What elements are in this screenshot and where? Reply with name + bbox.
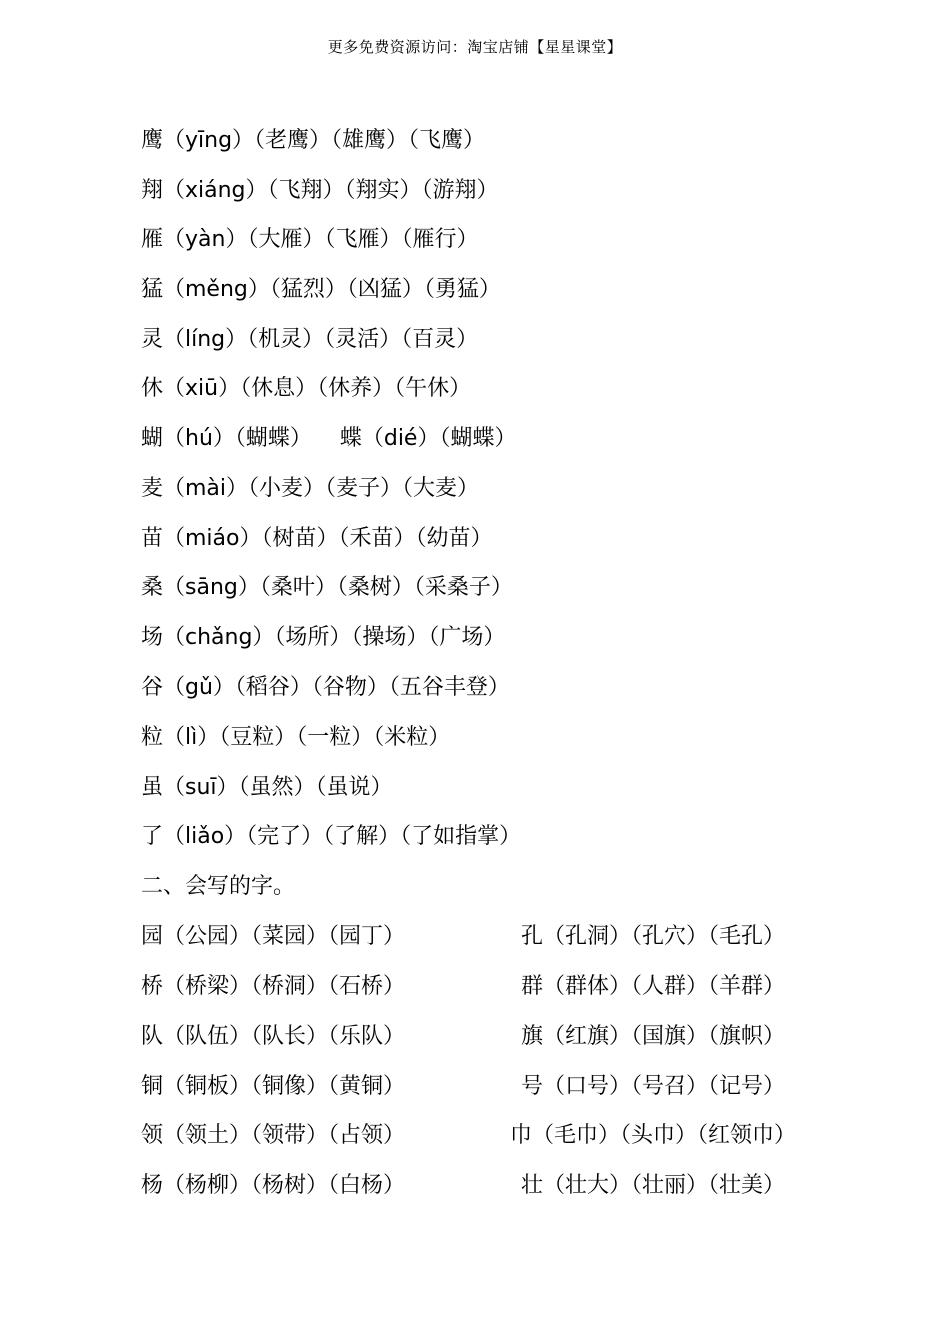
write-row-left: 桥（桥梁）（桥洞）（石桥） (141, 974, 406, 999)
recognize-line: 猛（měng）（猛烈）（凶猛）（勇猛） (141, 277, 501, 302)
write-row-left: 领（领土）（领带）（占领） (141, 1123, 406, 1148)
recognize-line: 虽（suī）（虽然）（虽说） (141, 775, 393, 800)
recognize-line: 了（liǎo）（完了）（了解）（了如指掌） (141, 824, 522, 849)
write-row-right: 巾（毛巾）（头巾）（红领巾） (510, 1123, 797, 1148)
recognize-line: 场（chǎng）（场所）（操场）（广场） (141, 625, 506, 650)
write-row-right: 旗（红旗）（国旗）（旗帜） (521, 1024, 786, 1049)
write-row-left: 园（公园）（菜园）（园丁） (141, 924, 406, 949)
recognize-line: 灵（líng）（机灵）（灵活）（百灵） (141, 327, 479, 352)
recognize-line: 桑（sāng）（桑叶）（桑树）（采桑子） (141, 575, 513, 600)
recognize-line: 休（xiū）（休息）（休养）（午休） (141, 376, 472, 401)
write-row-left: 杨（杨柳）（杨树）（白杨） (141, 1173, 406, 1198)
recognize-line: 粒（lì）（豆粒）（一粒）（米粒） (141, 725, 451, 750)
recognize-line: 谷（gǔ）（稻谷）（谷物）（五谷丰登） (141, 675, 510, 700)
write-row-right: 号（口号）（号召）（记号） (521, 1074, 786, 1099)
section-title: 二、会写的字。 (141, 874, 296, 899)
write-row-right: 壮（壮大）（壮丽）（壮美） (521, 1173, 786, 1198)
write-row-right: 孔（孔洞）（孔穴）（毛孔） (521, 924, 786, 949)
recognize-line: 雁（yàn）（大雁）（飞雁）（雁行） (141, 227, 479, 252)
recognize-line: 翔（xiáng）（飞翔）（翔实）（游翔） (141, 178, 499, 203)
write-row-left: 铜（铜板）（铜像）（黄铜） (141, 1074, 406, 1099)
recognize-line: 麦（mài）（小麦）（麦子）（大麦） (141, 476, 480, 501)
recognize-line: 蝴（hú）（蝴蝶） 蝶（dié）（蝴蝶） (141, 426, 517, 451)
write-row-left: 队（队伍）（队长）（乐队） (141, 1024, 406, 1049)
page-header: 更多免费资源访问：淘宝店铺【星星课堂】 (327, 38, 623, 56)
recognize-line: 鹰（yīng）（老鹰）（雄鹰）（飞鹰） (141, 128, 486, 153)
write-row-right: 群（群体）（人群）（羊群） (521, 974, 786, 999)
recognize-line: 苗（miáo）（树苗）（禾苗）（幼苗） (141, 526, 493, 551)
